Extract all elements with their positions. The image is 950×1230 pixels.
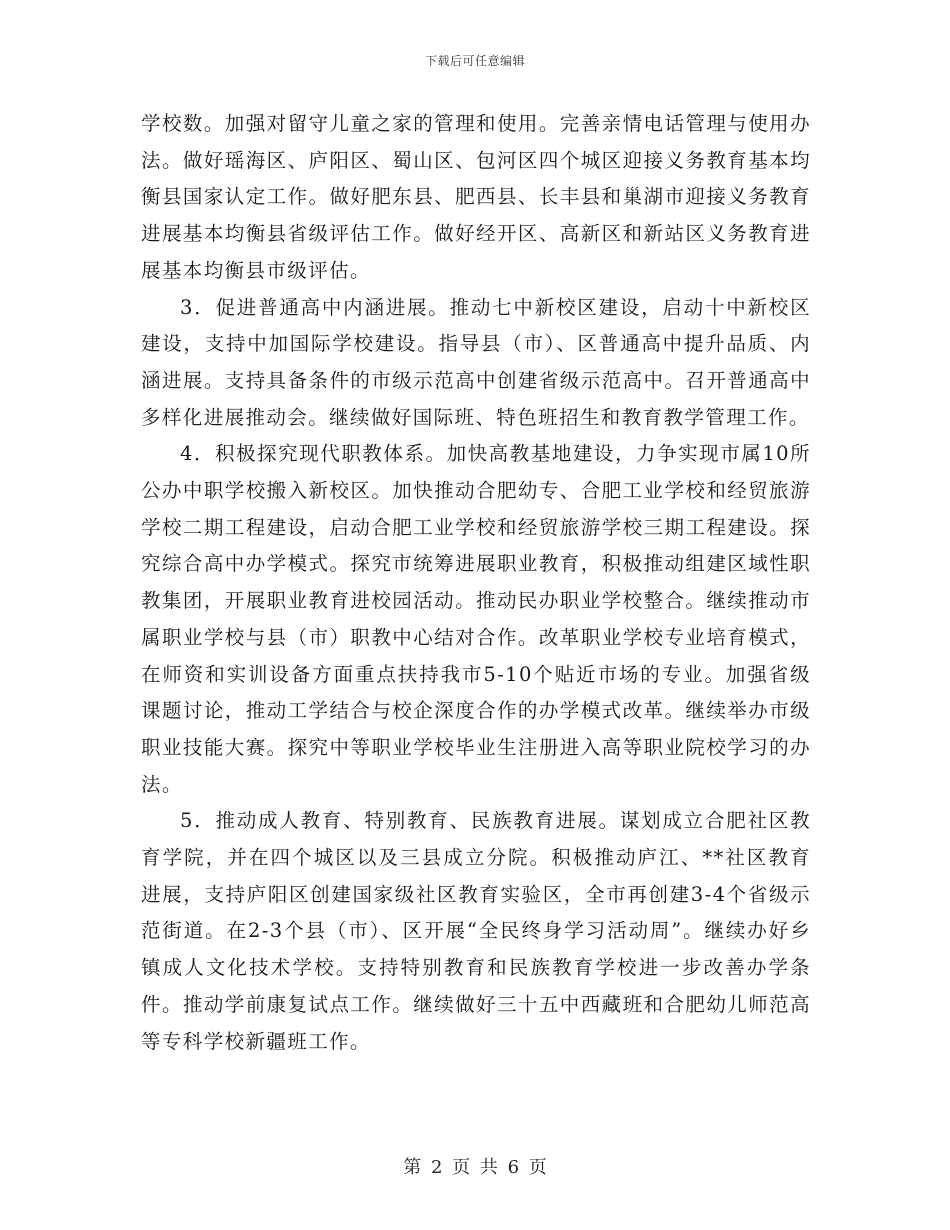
page-number: 第 2 页 共 6 页 <box>403 1157 547 1178</box>
paragraph-item-4: 4．积极探究现代职教体系。加快高教基地建设，力争实现市属10所公办中职学校搬入新校区。加快推动合肥幼专、合肥工业学校和经贸旅游学校二期工程建设，启动合肥工业学校和经贸旅游学校三期工程建设。探究综合高中办学模式。探究市统筹进展职业教育，积极推动组建区域性职教集团，开展职业教育进校园活动。推动民办职业学校整合。继续推动市属职业学校与县（市）职教中心结对合作。改革职业学校专业培育模式，在师资和实训设备方面重点扶持我市5-10个贴近市场的专业。加强省级课题讨论，推动工学结合与校企深度合作的办学模式改革。继续举办市级职业技能大赛。探究中等职业学校毕业生注册进入高等职业院校学习的办法。 <box>141 442 811 796</box>
paragraph-item-5: 5．推动成人教育、特别教育、民族教育进展。谋划成立合肥社区教育学院，并在四个城区以及三县成立分院。积极推动庐江、**社区教育进展，支持庐阳区创建国家级社区教育实验区，全市再创建3-4个省级示范街道。在2-3个县（市）、区开展“全民终身学习活动周”。继续办好乡镇成人文化技术学校。支持特别教育和民族教育学校进一步改善办学条件。推动学前康复试点工作。继续做好三十五中西藏班和合肥幼儿师范高等专科学校新疆班工作。 <box>141 809 811 1053</box>
paragraph-continuation: 学校数。加强对留守儿童之家的管理和使用。完善亲情电话管理与使用办法。做好瑶海区、庐阳区、蜀山区、包河区四个城区迎接义务教育基本均衡县国家认定工作。做好肥东县、肥西县、长丰县和巢湖市迎接义务教育进展基本均衡县省级评估工作。做好经开区、高新区和新站区义务教育进展基本均衡县市级评估。 <box>141 112 811 282</box>
paragraph-item-3: 3．促进普通高中内涵进展。推动七中新校区建设，启动十中新校区建设，支持中加国际学校建设。指导县（市）、区普通高中提升品质、内涵进展。支持具备条件的市级示范高中创建省级示范高中。召开普通高中多样化进展推动会。继续做好国际班、特色班招生和教育教学管理工作。 <box>141 295 811 429</box>
page-header: 下载后可任意编辑 <box>424 54 525 68</box>
document-body <box>141 106 811 1060</box>
